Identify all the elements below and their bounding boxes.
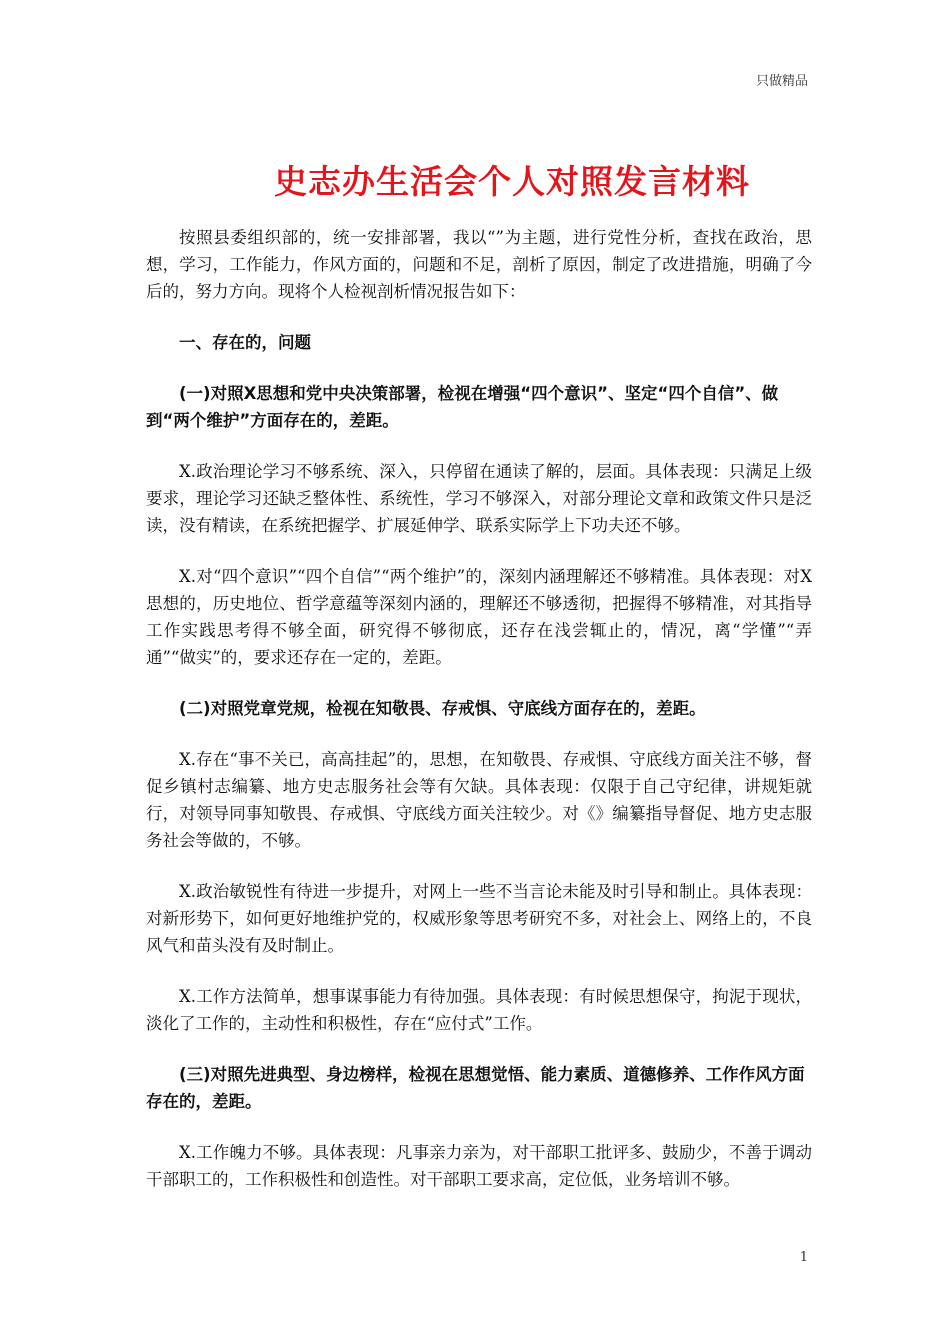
page-number: 1 — [799, 1250, 808, 1265]
section-heading-problems: 一、存在的，问题 — [179, 333, 311, 352]
intro-paragraph: 按照县委组织部的，统一安排部署，我以“”为主题，进行党性分析，查找在政治，思想，学习，工作能力，作风方面的，问题和不足，剖析了原因，制定了改进措施，明确了今后的，努力方向。现将个人检视剖析情况报告如下： — [146, 228, 812, 301]
subsection-heading-2: (二)对照党章党规，检视在知敬畏、存戒惧、守底线方面存在的，差距。 — [179, 699, 706, 718]
subsection-2-paragraph-2: X.政治敏锐性有待进一步提升，对网上一些不当言论未能及时引导和制止。具体表现：对新形势下，如何更好地维护党的，权威形象等思考研究不多，对社会上、网络上的，不良风气和苗头没有及时制止。 — [146, 882, 812, 955]
subsection-2-paragraph-3: X.工作方法简单，想事谋事能力有待加强。具体表现：有时候思想保守，拘泥于现状，淡化了工作的，主动性和积极性，存在“应付式”工作。 — [146, 987, 812, 1033]
subsection-heading-1: (一)对照X思想和党中央决策部署，检视在增强“四个意识”、坚定“四个自信”、做到“两个维护”方面存在的，差距。 — [146, 384, 779, 430]
subsection-1-paragraph-1: X.政治理论学习不够系统、深入，只停留在通读了解的，层面。具体表现：只满足上级要求，理论学习还缺乏整体性、系统性，学习不够深入，对部分理论文章和政策文件只是泛读，没有精读，在系统把握学、扩展延伸学、联系实际学上下功夫还不够。 — [146, 462, 812, 535]
document-body — [146, 224, 812, 1217]
subsection-3-paragraph-1: X.工作魄力不够。具体表现：凡事亲力亲为，对干部职工批评多、鼓励少，不善于调动干部职工的，工作积极性和创造性。对干部职工要求高，定位低，业务培训不够。 — [146, 1143, 812, 1189]
header-watermark-text: 只做精品 — [755, 74, 808, 89]
subsection-2-paragraph-1: X.存在“事不关已，高高挂起”的，思想，在知敬畏、存戒惧、守底线方面关注不够，督促乡镇村志编纂、地方史志服务社会等有欠缺。具体表现：仅限于自己守纪律，讲规矩就行，对领导同事知敬畏、存戒惧、守底线方面关注较少。对《》编纂指导督促、地方史志服务社会等做的，不够。 — [146, 750, 812, 850]
subsection-1-paragraph-2: X.对“四个意识”“四个自信”“两个维护”的，深刻内涵理解还不够精准。具体表现：对X思想的，历史地位、哲学意蕴等深刻内涵的，理解还不够透彻，把握得不够精准，对其指导工作实践思考得不够全面，研究得不够彻底，还存在浅尝辄止的，情况，离“学懂”“弄通”“做实”的，要求还存在一定的，差距。 — [146, 567, 812, 667]
subsection-heading-3: (三)对照先进典型、身边榜样，检视在思想觉悟、能力素质、道德修养、工作作风方面存在的，差距。 — [146, 1065, 805, 1111]
document-title: 史志办生活会个人对照发言材料 — [274, 162, 750, 201]
